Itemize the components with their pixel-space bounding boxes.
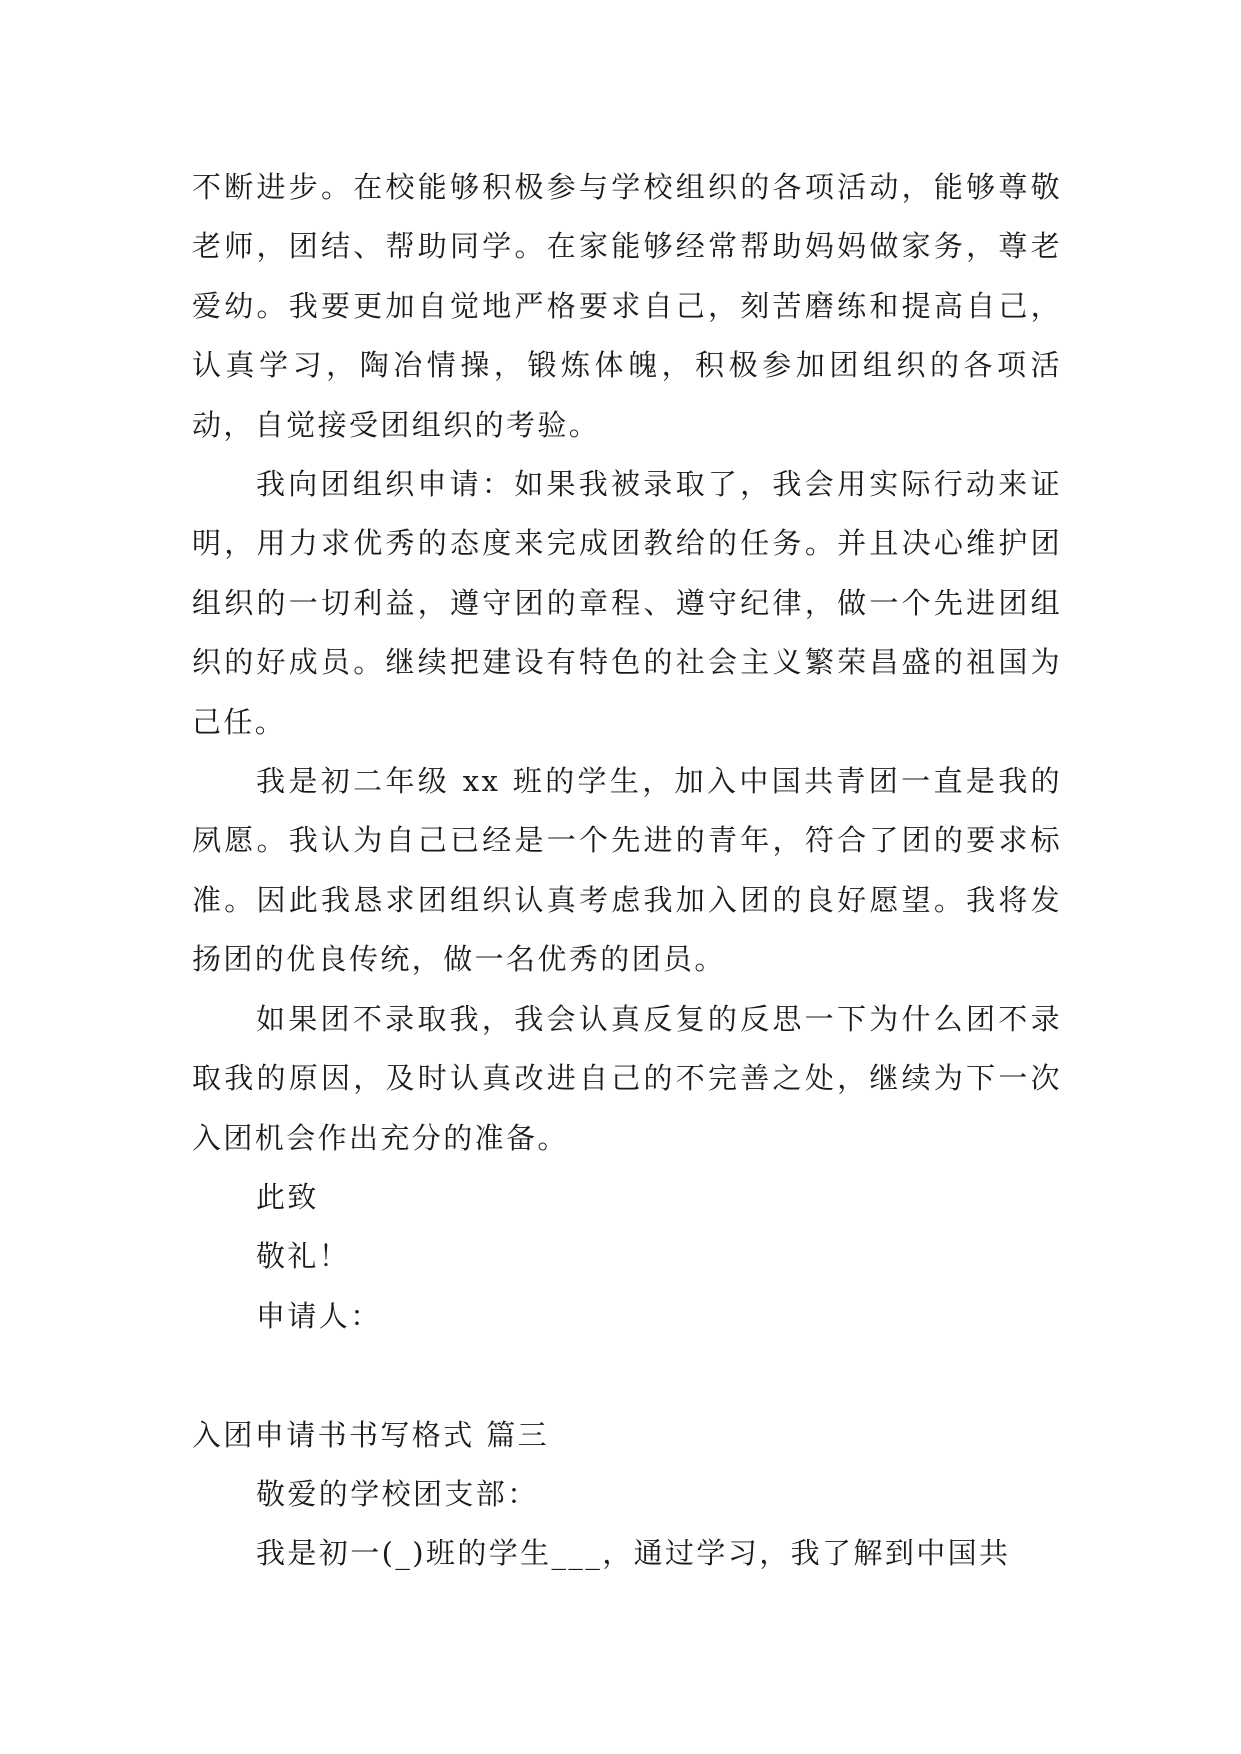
salutation: 敬爱的学校团支部： xyxy=(256,1476,539,1511)
paragraph-4: 如果团不录取我，我会认真反复的反思一下为什么团不录取我的原因，及时认真改进自己的不完善之处，继续为下一次入团机会作出充分的准备。 xyxy=(192,1001,1062,1155)
paragraph-3: 我是初二年级 xx 班的学生，加入中国共青团一直是我的夙愿。我认为自己已经是一个先进的青年，符合了团的要求标准。因此我恳求团组织认真考虑我加入团的良好愿望。我将发扬团的优良传统，做一名优秀的团员。 xyxy=(192,764,1062,977)
document-body xyxy=(192,158,1062,1584)
closing-line-2: 敬礼！ xyxy=(256,1239,351,1274)
paragraph-2: 我向团组织申请：如果我被录取了，我会用实际行动来证明，用力求优秀的态度来完成团教给的任务。并且决心维护团组织的一切利益，遵守团的章程、遵守纪律，做一个先进团组织的好成员。继续把建设有特色的社会主义繁荣昌盛的祖国为己任。 xyxy=(192,467,1062,739)
section-heading: 入团申请书书写格式 篇三 xyxy=(192,1417,550,1452)
paragraph-1: 不断进步。在校能够积极参与学校组织的各项活动，能够尊敬老师，团结、帮助同学。在家能够经常帮助妈妈做家务，尊老爱幼。我要更加自觉地严格要求自己，刻苦磨练和提高自己，认真学习，陶冶情操，锻炼体魄，积极参加团组织的各项活动，自觉接受团组织的考验。 xyxy=(192,170,1062,442)
closing-line-1: 此致 xyxy=(256,1179,319,1214)
signature-line: 申请人： xyxy=(256,1298,382,1333)
opening-paragraph: 我是初一(_)班的学生___，通过学习，我了解到中国共 xyxy=(256,1536,1011,1571)
section-spacer xyxy=(192,1346,1062,1405)
